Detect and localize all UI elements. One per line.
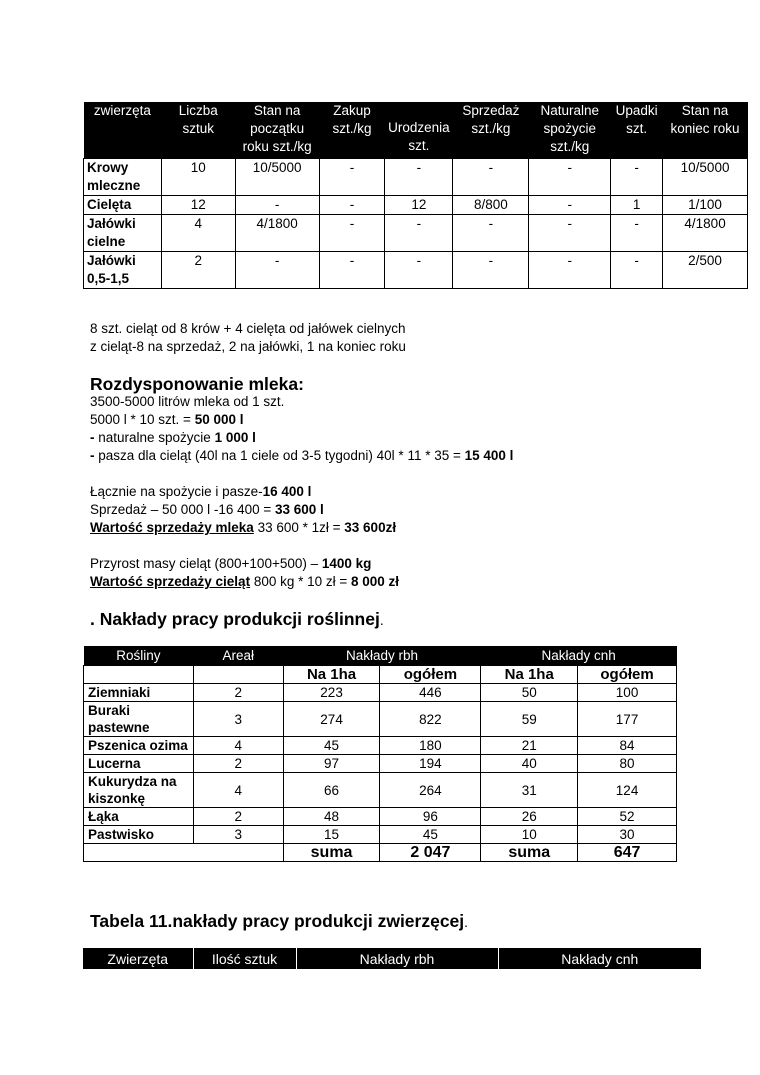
crops-subheader: ogółem bbox=[380, 666, 481, 684]
sum-rbh: 2 047 bbox=[380, 844, 481, 862]
sum-row bbox=[84, 844, 677, 862]
spacer bbox=[90, 537, 513, 555]
herd-cell: - bbox=[529, 159, 611, 196]
crop-name: Kukurydza na kiszonkę bbox=[84, 773, 194, 808]
crop-cell: 45 bbox=[283, 737, 380, 755]
milk-sale-label: Wartość sprzedaży mleka bbox=[90, 520, 254, 535]
herd-cell: 4 bbox=[161, 215, 235, 252]
herd-cell: - bbox=[319, 215, 385, 252]
herd-cell: - bbox=[611, 252, 663, 289]
herd-cell: 12 bbox=[161, 196, 235, 215]
milk-line bbox=[90, 429, 513, 447]
section-title-text: . Nakłady pracy produkcji roślinnej bbox=[90, 609, 380, 629]
milk-value: 33 600 l bbox=[275, 502, 324, 517]
herd-cell: Krowy mleczne bbox=[84, 159, 162, 196]
crop-cell: 30 bbox=[578, 826, 677, 844]
milk-dash: - bbox=[90, 430, 95, 445]
herd-cell: - bbox=[385, 159, 453, 196]
milk-text: naturalne spożycie bbox=[94, 430, 215, 445]
crops-subheader-row bbox=[84, 666, 677, 684]
herd-cell: Jałówki cielne bbox=[84, 215, 162, 252]
crop-cell: 40 bbox=[481, 755, 578, 773]
herd-header: Sprzedaż szt./kg bbox=[453, 102, 529, 159]
crop-cell: 26 bbox=[481, 808, 578, 826]
herd-header: Upadki szt. bbox=[611, 102, 663, 159]
crop-cell: 177 bbox=[578, 702, 677, 737]
animals-header-row bbox=[83, 948, 701, 969]
crop-name: Pszenica ozima bbox=[84, 737, 194, 755]
milk-line bbox=[90, 555, 513, 573]
crops-subheader: ogółem bbox=[578, 666, 677, 684]
crop-name: Łąka bbox=[84, 808, 194, 826]
crops-subheader: Na 1ha bbox=[481, 666, 578, 684]
calf-sale-label: Wartość sprzedaży cieląt bbox=[90, 574, 251, 589]
crop-name: Ziemniaki bbox=[84, 684, 194, 702]
crop-cell: 180 bbox=[380, 737, 481, 755]
crop-cell: 446 bbox=[380, 684, 481, 702]
crops-header-row bbox=[84, 646, 677, 666]
section-title-text: Tabela 11.nakłady pracy produkcji zwierzęcej bbox=[90, 911, 465, 931]
table-row bbox=[84, 684, 677, 702]
crop-cell: 52 bbox=[578, 808, 677, 826]
crop-cell: 59 bbox=[481, 702, 578, 737]
crop-cell: 84 bbox=[578, 737, 677, 755]
table-row bbox=[84, 773, 677, 808]
herd-cell: Jałówki 0,5-1,5 bbox=[84, 252, 162, 289]
milk-value: 8 000 zł bbox=[351, 574, 400, 589]
crop-cell: 100 bbox=[578, 684, 677, 702]
empty-cell bbox=[84, 666, 194, 684]
herd-cell: 1 bbox=[611, 196, 663, 215]
milk-heading: Rozdysponowanie mleka: bbox=[90, 374, 304, 394]
crops-header: Nakłady rbh bbox=[283, 646, 481, 666]
herd-header-row bbox=[84, 102, 748, 159]
herd-cell: - bbox=[319, 159, 385, 196]
herd-cell: Cielęta bbox=[84, 196, 162, 215]
milk-text: Łącznie na spożycie i pasze- bbox=[90, 484, 263, 499]
sum-label: suma bbox=[481, 844, 578, 862]
herd-cell: 10/5000 bbox=[663, 159, 748, 196]
milk-line bbox=[90, 519, 513, 537]
table-row bbox=[84, 215, 748, 252]
crop-name: Buraki pastewne bbox=[84, 702, 194, 737]
crop-cell: 50 bbox=[481, 684, 578, 702]
herd-header: Zakup szt./kg bbox=[319, 102, 385, 159]
herd-cell: 10/5000 bbox=[235, 159, 319, 196]
crop-cell: 2 bbox=[193, 755, 283, 773]
spacer bbox=[90, 465, 513, 483]
milk-line bbox=[90, 411, 513, 429]
crop-name: Pastwisko bbox=[84, 826, 194, 844]
crops-header: Nakłady cnh bbox=[481, 646, 677, 666]
table-row bbox=[84, 737, 677, 755]
crops-table bbox=[83, 646, 677, 862]
herd-cell: 1/100 bbox=[663, 196, 748, 215]
crop-cell: 66 bbox=[283, 773, 380, 808]
crop-cell: 264 bbox=[380, 773, 481, 808]
animals-table bbox=[83, 948, 701, 969]
herd-header: Liczba sztuk bbox=[161, 102, 235, 159]
animals-header: Ilość sztuk bbox=[193, 948, 296, 969]
crop-cell: 96 bbox=[380, 808, 481, 826]
table-row bbox=[84, 702, 677, 737]
crop-cell: 21 bbox=[481, 737, 578, 755]
crop-cell: 48 bbox=[283, 808, 380, 826]
herd-cell: - bbox=[611, 215, 663, 252]
crop-name: Lucerna bbox=[84, 755, 194, 773]
herd-cell: 2/500 bbox=[663, 252, 748, 289]
milk-line bbox=[90, 483, 513, 501]
section-title-dot: . bbox=[379, 612, 384, 628]
crop-cell: 80 bbox=[578, 755, 677, 773]
herd-cell: - bbox=[529, 196, 611, 215]
herd-cell: - bbox=[385, 252, 453, 289]
herd-cell: - bbox=[453, 159, 529, 196]
herd-header: zwierzęta bbox=[84, 102, 162, 159]
section-title-animals bbox=[90, 911, 468, 932]
crop-cell: 4 bbox=[193, 773, 283, 808]
crop-cell: 223 bbox=[283, 684, 380, 702]
herd-header: Naturalne spożycie szt./kg bbox=[529, 102, 611, 159]
table-row bbox=[84, 808, 677, 826]
table-row bbox=[84, 826, 677, 844]
milk-value: 1 000 l bbox=[214, 430, 256, 445]
herd-cell: - bbox=[235, 252, 319, 289]
milk-text: 3500-5000 litrów mleka od 1 szt. bbox=[90, 394, 285, 409]
milk-dash: - bbox=[90, 448, 95, 463]
crop-cell: 97 bbox=[283, 755, 380, 773]
note-line: 8 szt. cieląt od 8 krów + 4 cielęta od jałówek cielnych bbox=[90, 321, 406, 336]
milk-value: 16 400 l bbox=[262, 484, 312, 499]
crop-cell: 274 bbox=[283, 702, 380, 737]
crop-cell: 45 bbox=[380, 826, 481, 844]
crop-cell: 10 bbox=[481, 826, 578, 844]
crop-cell: 822 bbox=[380, 702, 481, 737]
milk-line bbox=[90, 573, 513, 591]
herd-header: Urodzenia szt. bbox=[385, 102, 453, 159]
herd-cell: - bbox=[453, 252, 529, 289]
crop-cell: 2 bbox=[193, 684, 283, 702]
notes-block bbox=[90, 320, 406, 356]
empty-cell bbox=[193, 666, 283, 684]
crop-cell: 2 bbox=[193, 808, 283, 826]
herd-cell: - bbox=[529, 215, 611, 252]
crops-header: Rośliny bbox=[84, 646, 194, 666]
note-line: z cieląt-8 na sprzedaż, 2 na jałówki, 1 na koniec roku bbox=[90, 339, 406, 354]
milk-value: 33 600zł bbox=[344, 520, 397, 535]
sum-cnh: 647 bbox=[578, 844, 677, 862]
crop-cell: 4 bbox=[193, 737, 283, 755]
milk-text: Sprzedaż – 50 000 l -16 400 = bbox=[90, 502, 276, 517]
herd-cell: - bbox=[611, 159, 663, 196]
animals-header: Nakłady cnh bbox=[498, 948, 701, 969]
herd-cell: 10 bbox=[161, 159, 235, 196]
section-title-dot: . bbox=[464, 914, 469, 930]
herd-cell: - bbox=[453, 215, 529, 252]
herd-cell: 4/1800 bbox=[235, 215, 319, 252]
crop-cell: 31 bbox=[481, 773, 578, 808]
herd-table bbox=[83, 102, 748, 289]
milk-value: 50 000 l bbox=[194, 412, 244, 427]
herd-cell: - bbox=[319, 196, 385, 215]
milk-text: 5000 l * 10 szt. = bbox=[90, 412, 195, 427]
table-row bbox=[84, 159, 748, 196]
herd-cell: 2 bbox=[161, 252, 235, 289]
herd-header: Stan na początku roku szt./kg bbox=[235, 102, 319, 159]
herd-cell: 12 bbox=[385, 196, 453, 215]
milk-line bbox=[90, 393, 513, 411]
sum-label: suma bbox=[283, 844, 380, 862]
herd-cell: - bbox=[235, 196, 319, 215]
milk-value: 1400 kg bbox=[321, 556, 372, 571]
animals-header: Nakłady rbh bbox=[296, 948, 498, 969]
table-row bbox=[84, 755, 677, 773]
milk-text: pasza dla cieląt (40l na 1 ciele od 3-5 tygodni) 40l * 11 * 35 = bbox=[94, 448, 465, 463]
herd-header: Stan na koniec roku bbox=[663, 102, 748, 159]
herd-cell: - bbox=[319, 252, 385, 289]
empty-cell bbox=[84, 844, 284, 862]
milk-text: 33 600 * 1zł = bbox=[253, 520, 345, 535]
milk-text: Przyrost masy cieląt (800+100+500) – bbox=[90, 556, 322, 571]
herd-cell: 4/1800 bbox=[663, 215, 748, 252]
crop-cell: 3 bbox=[193, 826, 283, 844]
herd-cell: - bbox=[385, 215, 453, 252]
crops-header: Areał bbox=[193, 646, 283, 666]
herd-cell: 8/800 bbox=[453, 196, 529, 215]
crop-cell: 15 bbox=[283, 826, 380, 844]
crop-cell: 3 bbox=[193, 702, 283, 737]
herd-cell: - bbox=[529, 252, 611, 289]
milk-calculations bbox=[90, 393, 513, 591]
table-row bbox=[84, 252, 748, 289]
milk-line bbox=[90, 447, 513, 465]
crop-cell: 124 bbox=[578, 773, 677, 808]
crop-cell: 194 bbox=[380, 755, 481, 773]
table-row bbox=[84, 196, 748, 215]
milk-line bbox=[90, 501, 513, 519]
milk-value: 15 400 l bbox=[464, 448, 514, 463]
animals-header: Zwierzęta bbox=[83, 948, 193, 969]
milk-text: 800 kg * 10 zł = bbox=[250, 574, 352, 589]
section-title-crops bbox=[90, 609, 384, 630]
crops-subheader: Na 1ha bbox=[283, 666, 380, 684]
